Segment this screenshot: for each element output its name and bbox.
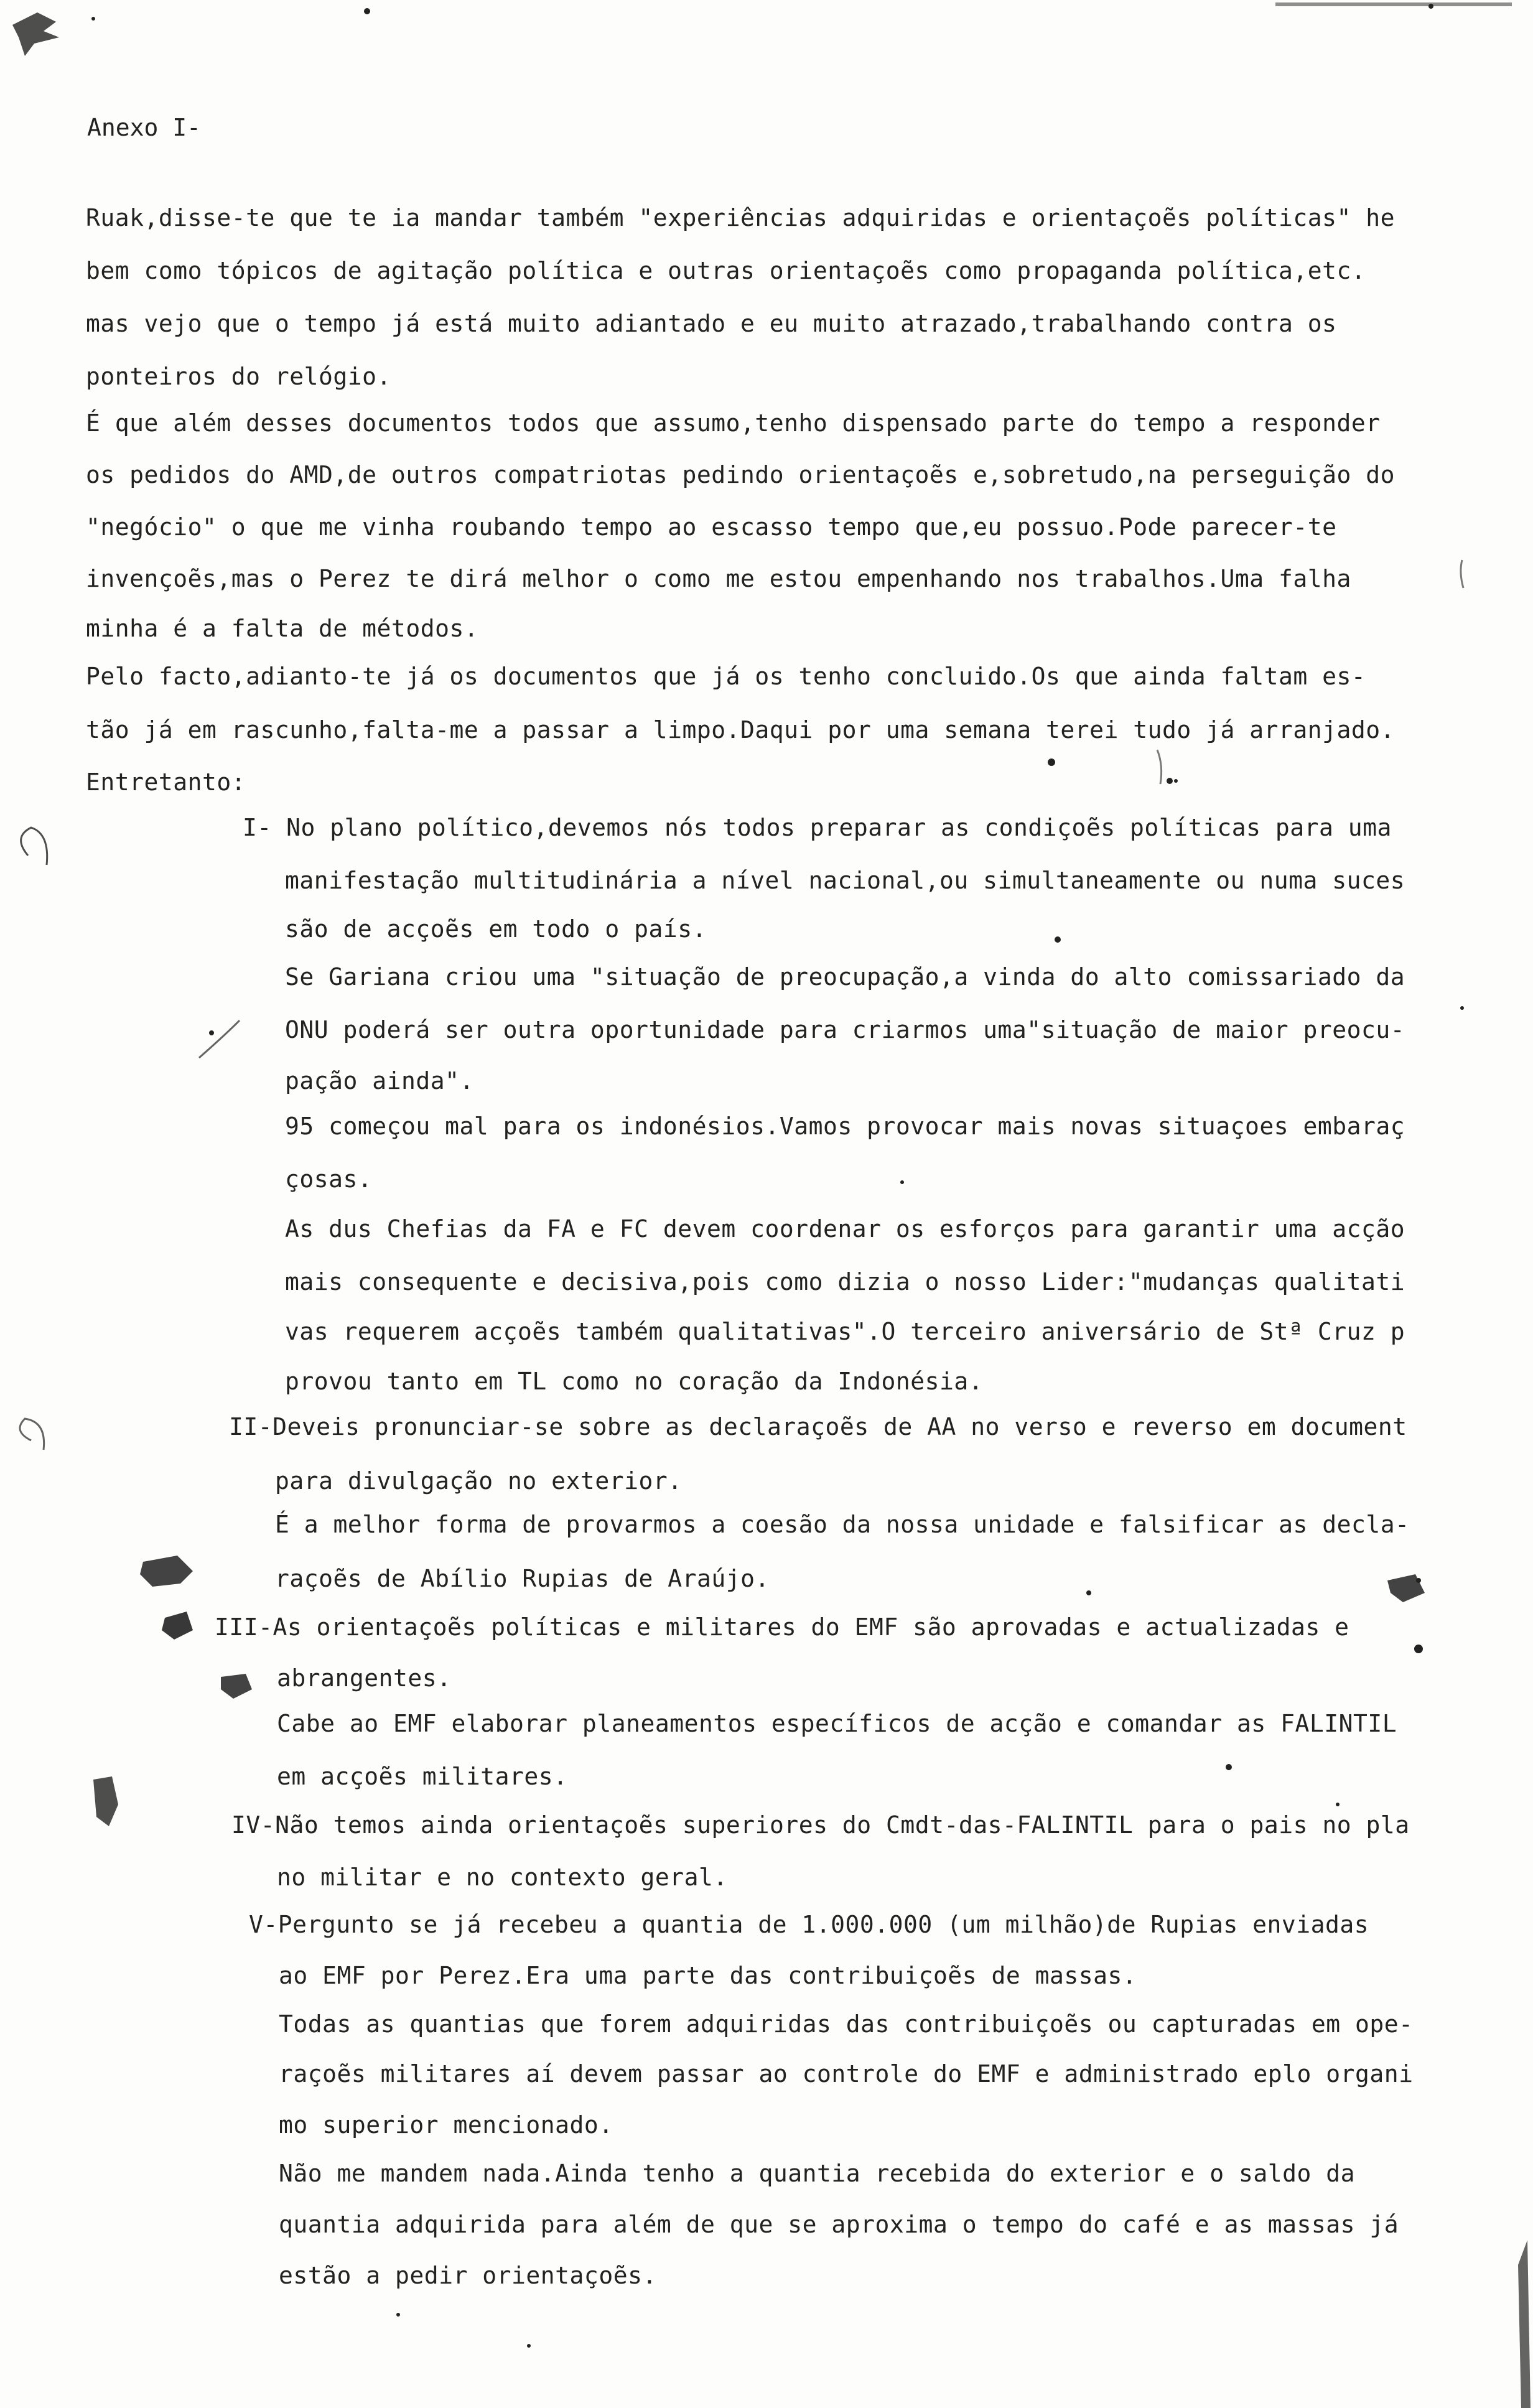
item-v-line: quantia adquirida para além de que se aproxima o tempo do café e as massas já	[279, 2211, 1399, 2238]
pen-stroke	[1461, 560, 1463, 588]
item-i-line: manifestação multitudinária a nível nacional,ou simultaneamente ou numa suces	[285, 867, 1405, 894]
item-i-line: As dus Chefias da FA e FC devem coordenar os esforços para garantir uma acção	[285, 1215, 1405, 1243]
ink-blot-right	[1387, 1574, 1425, 1602]
speck	[364, 8, 370, 14]
speck	[1428, 4, 1433, 9]
speck	[1414, 1645, 1423, 1653]
pen-stroke	[1157, 750, 1162, 784]
text-line: bem como tópicos de agitação política e outras orientaçoẽs como propaganda política,etc.	[86, 257, 1366, 284]
item-i-line: vas requerem acçoẽs também qualitativas".O terceiro aniversário de Stª Cruz p	[285, 1318, 1405, 1345]
item-v-line: raçoẽs militares aí devem passar ao controle do EMF e administrado eplo organi	[279, 2060, 1414, 2088]
speck	[1167, 778, 1173, 784]
item-i-line: pação ainda".	[285, 1067, 474, 1094]
item-iii-line: em acçoẽs militares.	[277, 1763, 568, 1790]
pen-stroke	[199, 1020, 240, 1058]
item-v-line: V-Pergunto se já recebeu a quantia de 1.000.000 (um milhão)de Rupias enviadas	[249, 1911, 1369, 1938]
speck	[396, 2313, 400, 2317]
speck	[1086, 1590, 1091, 1595]
speck	[1174, 779, 1178, 783]
ink-blot-left	[93, 1776, 118, 1826]
item-v-line: ao EMF por Perez.Era uma parte das contribuiçoẽs de massas.	[279, 1962, 1137, 1989]
speck	[900, 1180, 904, 1184]
item-iii-line: Cabe ao EMF elaborar planeamentos específicos de acção e comandar as FALINTIL	[277, 1710, 1397, 1737]
hole-punch-mark	[20, 1419, 44, 1450]
speck	[1416, 1578, 1421, 1583]
item-i-line: 95 começou mal para os indonésios.Vamos provocar mais novas situaçoes embaraç	[285, 1113, 1405, 1140]
text-line: Ruak,disse-te que te ia mandar também "experiências adquiridas e orientaçoẽs políticas" he	[86, 204, 1396, 231]
ink-blot-left	[221, 1674, 252, 1699]
text-line: Entretanto:	[86, 768, 246, 796]
speck	[1055, 936, 1061, 943]
speck	[527, 2344, 531, 2348]
ink-stroke-right	[1518, 2240, 1531, 2408]
item-i-line: ONU poderá ser outra oportunidade para criarmos uma"situação de maior preocu-	[285, 1016, 1405, 1043]
speck	[209, 1030, 214, 1035]
text-line: ponteiros do relógio.	[86, 363, 391, 390]
hole-punch-mark	[21, 828, 47, 865]
item-v-line: mo superior mencionado.	[279, 2111, 613, 2139]
item-iv-line: no militar e no contexto geral.	[277, 1864, 728, 1891]
speck	[91, 17, 95, 21]
text-line: Pelo facto,adianto-te já os documentos que já os tenho concluido.Os que ainda faltam es-	[86, 663, 1366, 690]
item-v-line: estão a pedir orientaçoẽs.	[279, 2262, 657, 2289]
ink-blot-left	[162, 1612, 193, 1640]
ink-mark-top-left	[12, 12, 59, 56]
item-iii-line: abrangentes.	[277, 1664, 452, 1692]
item-ii-line: É a melhor forma de provarmos a coesão da nossa unidade e falsificar as decla-	[275, 1511, 1410, 1538]
speck	[1275, 2, 1512, 6]
item-ii-line: raçoẽs de Abílio Rupias de Araújo.	[275, 1565, 770, 1592]
text-line: É que além desses documentos todos que assumo,tenho dispensado parte do tempo a responder	[86, 409, 1381, 437]
speck	[1460, 1006, 1464, 1010]
item-i-line: çosas.	[285, 1165, 373, 1193]
item-i-line: provou tanto em TL como no coração da Indonésia.	[285, 1368, 984, 1395]
item-i-line: Se Gariana criou uma "situação de preocupação,a vinda do alto comissariado da	[285, 963, 1405, 991]
speck	[1226, 1764, 1232, 1770]
item-i-line: I- No plano político,devemos nós todos preparar as condiçoẽs políticas para uma	[243, 814, 1392, 841]
text-line: invençoẽs,mas o Perez te dirá melhor o como me estou empenhando nos trabalhos.Uma falha	[86, 565, 1351, 592]
item-ii-line: II-Deveis pronunciar-se sobre as declaraçoẽs de AA no verso e reverso em document	[229, 1413, 1407, 1440]
item-iii-line: III-As orientaçoẽs políticas e militares do EMF são aprovadas e actualizadas e	[215, 1613, 1349, 1641]
ink-blot-left	[140, 1556, 193, 1587]
text-line: mas vejo que o tempo já está muito adiantado e eu muito atrazado,trabalhando contra os	[86, 310, 1337, 337]
item-v-line: Não me mandem nada.Ainda tenho a quantia recebida do exterior e o saldo da	[279, 2160, 1355, 2187]
item-v-line: Todas as quantias que forem adquiridas das contribuiçoẽs ou capturadas em ope-	[279, 2010, 1414, 2038]
speck	[1336, 1803, 1340, 1806]
text-line: os pedidos do AMD,de outros compatriotas pedindo orientaçoẽs e,sobretudo,na perseguição do	[86, 461, 1396, 488]
item-iv-line: IV-Não temos ainda orientaçoẽs superiores do Cmdt-das-FALINTIL para o pais no pla	[231, 1811, 1410, 1839]
item-i-line: são de acçoẽs em todo o país.	[285, 915, 707, 943]
speck	[1048, 758, 1055, 766]
item-ii-line: para divulgação no exterior.	[275, 1467, 683, 1495]
text-line: "negócio" o que me vinha roubando tempo ao escasso tempo que,eu possuo.Pode parecer-te	[86, 513, 1337, 541]
item-i-line: mais consequente e decisiva,pois como dizia o nosso Lider:"mudanças qualitati	[285, 1268, 1405, 1295]
text-line: minha é a falta de métodos.	[86, 615, 479, 642]
document-heading: Anexo I-	[87, 114, 202, 141]
text-line: tão já em rascunho,falta-me a passar a limpo.Daqui por uma semana terei tudo já arranjado.	[86, 716, 1396, 744]
